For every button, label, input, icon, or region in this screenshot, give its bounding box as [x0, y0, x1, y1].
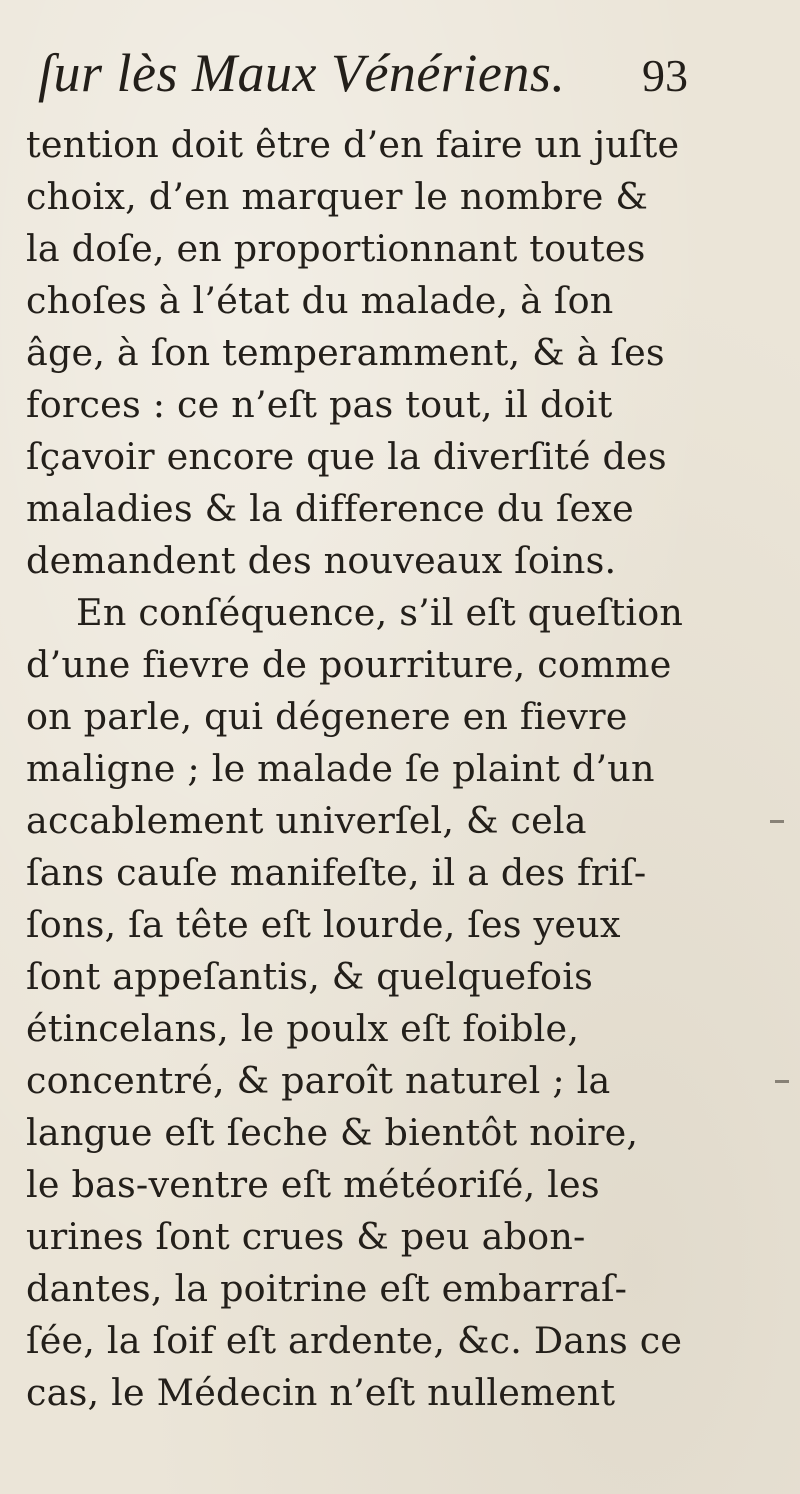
text-line: langue eſt ſeche & bientôt noire, [26, 1111, 639, 1154]
text-line: choix, d’en marquer le nombre & [26, 175, 649, 218]
text-line: ſée, la ſoif eſt ardente, &c. Dans ce [26, 1319, 683, 1362]
text-line: âge, à ſon temperamment, & à ſes [26, 331, 665, 374]
text-line: choſes à l’état du malade, à ſon [26, 279, 614, 322]
text-line: dantes, la poitrine eſt embarraſ- [26, 1267, 628, 1310]
text-line: En conſéquence, s’il eſt queſtion [76, 591, 684, 634]
text-line: urines ſont crues & peu abon- [26, 1215, 586, 1258]
text-line: la doſe, en proportionnant toutes [26, 227, 646, 270]
running-head [38, 38, 718, 108]
text-line: forces : ce n’eſt pas tout, il doit [26, 383, 613, 426]
margin-speck [770, 820, 784, 823]
text-line: étincelans, le poulx eſt foible, [26, 1007, 580, 1050]
text-line: cas, le Médecin n’eſt nullement [26, 1371, 616, 1414]
page-number: 93 [642, 50, 688, 101]
margin-speck [775, 1080, 789, 1083]
text-line: ſans cauſe manifeſte, il a des friſ- [26, 851, 647, 894]
text-line: maladies & la difference du ſexe [26, 487, 634, 530]
text-line: maligne ; le malade ſe plaint d’un [26, 747, 655, 790]
text-line: demandent des nouveaux ſoins. [26, 539, 617, 582]
text-line: le bas-ventre eſt météoriſé, les [26, 1163, 600, 1206]
body-text [26, 119, 786, 1419]
text-line: on parle, qui dégenere en fievre [26, 695, 628, 738]
text-line: tention doit être d’en faire un juſte [26, 123, 680, 166]
running-head-title: ſur lès Maux Vénériens. [38, 43, 566, 103]
text-line: ſons, ſa tête eſt lourde, ſes yeux [26, 903, 621, 946]
text-line: concentré, & paroît naturel ; la [26, 1059, 611, 1102]
text-line: ſçavoir encore que la diverſité des [26, 435, 667, 478]
text-line: ſont appeſantis, & quelquefois [26, 955, 594, 998]
text-line: d’une fievre de pourriture, comme [26, 643, 672, 686]
text-line: accablement univerſel, & cela [26, 799, 587, 842]
